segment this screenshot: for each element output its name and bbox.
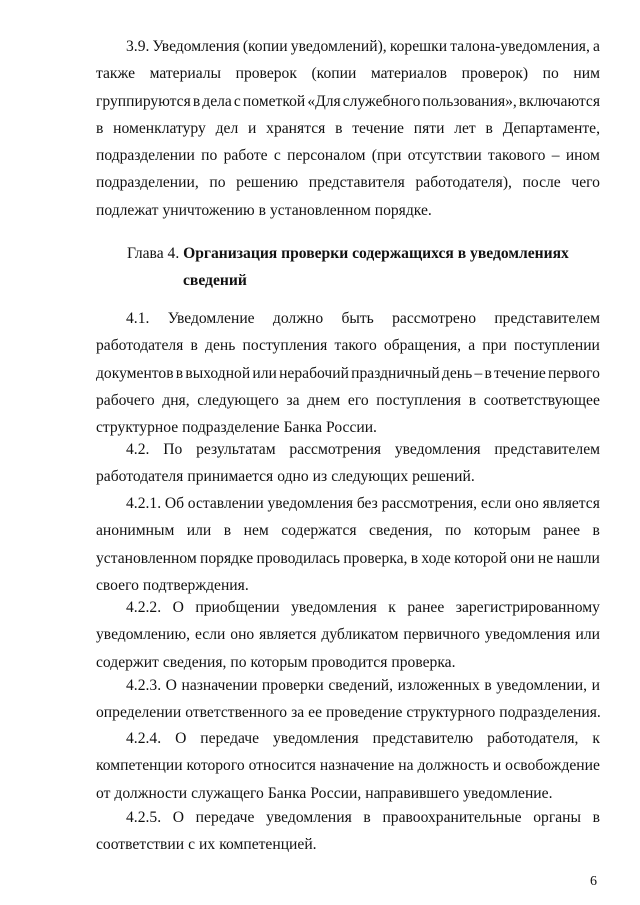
word: ранее xyxy=(543,522,581,540)
word: По xyxy=(163,441,183,458)
word: в xyxy=(192,92,201,110)
word: 4.2.3. xyxy=(126,677,162,694)
word: материалов xyxy=(370,65,448,83)
word: должности xyxy=(114,784,188,802)
word: которым xyxy=(250,653,308,671)
word: которого xyxy=(186,757,245,775)
paragraph-4-2-5 xyxy=(96,804,600,859)
word: работе xyxy=(223,147,268,165)
word: дня, xyxy=(162,391,190,409)
word: после xyxy=(522,174,561,192)
word: работодателя, xyxy=(487,730,579,747)
word: передаче xyxy=(200,730,260,747)
word: в xyxy=(190,337,198,355)
word: 4.2.5. xyxy=(126,809,162,826)
word: на xyxy=(398,757,414,775)
word: назначение xyxy=(319,757,395,775)
text-line xyxy=(96,831,600,858)
text-line xyxy=(96,115,600,142)
word: ранее xyxy=(407,599,445,616)
word: О xyxy=(165,677,177,694)
word: их xyxy=(199,836,216,854)
word: в xyxy=(410,549,419,567)
word: оставлении xyxy=(187,495,264,512)
word: поступления xyxy=(242,337,328,355)
word: также xyxy=(96,65,135,83)
word: ходе xyxy=(421,549,451,567)
page-number: 6 xyxy=(590,874,597,889)
text-line xyxy=(96,804,600,831)
word: сведений, xyxy=(328,677,394,694)
chapter-heading xyxy=(127,240,600,295)
word: своего xyxy=(96,576,139,594)
text-line xyxy=(96,387,600,414)
chapter-prefix: Глава 4. xyxy=(127,245,180,262)
word: или xyxy=(186,522,212,540)
word: пяти xyxy=(413,119,445,137)
word: сведения, xyxy=(369,522,433,540)
word: России, xyxy=(310,784,362,802)
word: в xyxy=(468,391,477,409)
word: должность xyxy=(417,757,489,775)
word: а xyxy=(593,38,600,55)
word: нашли xyxy=(556,549,600,567)
paragraph-4-2-2 xyxy=(96,594,600,676)
word: с xyxy=(273,147,281,165)
word: России. xyxy=(326,419,377,437)
word: в xyxy=(484,364,492,382)
word: подразделении xyxy=(96,147,195,165)
word: рабочего xyxy=(96,391,155,409)
word: решений. xyxy=(412,468,475,486)
word: подразделение xyxy=(182,419,280,437)
word: рассмотрения, xyxy=(381,495,478,512)
paragraph-4-1 xyxy=(96,305,600,441)
word: номенклатуру xyxy=(113,119,206,137)
text-line xyxy=(96,360,600,387)
word: в xyxy=(335,119,343,137)
word: уведомления xyxy=(266,809,352,826)
word: уведомления xyxy=(291,599,377,616)
word: за xyxy=(291,704,305,722)
text-line xyxy=(96,33,600,60)
word: с xyxy=(233,92,241,110)
word: в xyxy=(592,522,600,540)
word: назначении xyxy=(181,677,258,694)
word: которым xyxy=(473,522,531,540)
word: выходной xyxy=(185,364,251,382)
word: соответствующее xyxy=(483,391,600,409)
word: ее xyxy=(308,704,323,722)
word: лет xyxy=(454,119,476,137)
word: и xyxy=(492,757,502,775)
word: ответственного xyxy=(185,704,288,722)
word: проводилась xyxy=(256,549,341,567)
word: в xyxy=(175,364,184,382)
word: Уведомление xyxy=(167,310,255,327)
word: без xyxy=(356,495,378,512)
paragraph-4-2-4 xyxy=(96,725,600,807)
word: поступления xyxy=(376,391,462,409)
word: Банка xyxy=(283,419,323,437)
word: такого xyxy=(334,337,377,355)
text-line xyxy=(96,621,600,648)
word: О xyxy=(172,809,185,826)
word: одно xyxy=(277,468,309,486)
word: органы xyxy=(533,809,581,826)
word: проведение xyxy=(326,704,403,722)
word: течение xyxy=(352,119,404,137)
word: нерабочий xyxy=(279,364,349,382)
word: структурного xyxy=(406,704,496,722)
word: если xyxy=(480,495,512,512)
word: 4.2. xyxy=(126,441,150,458)
word: персоналом xyxy=(287,147,366,165)
text-line xyxy=(96,305,600,332)
word: (копии xyxy=(311,65,357,83)
word: течение xyxy=(494,364,546,382)
word: по xyxy=(445,522,462,540)
word: – xyxy=(474,364,483,382)
word: день xyxy=(205,337,236,355)
word: относится xyxy=(248,757,316,775)
word: проверка. xyxy=(391,653,456,671)
text-line xyxy=(96,672,600,699)
text-line xyxy=(96,517,600,544)
word: при xyxy=(482,337,507,355)
word: Банка xyxy=(267,784,307,802)
word: установленном xyxy=(96,549,197,567)
chapter-title-line2: сведений xyxy=(183,272,247,290)
word: представителем xyxy=(494,441,600,458)
word: за xyxy=(286,391,300,409)
word: талона-уведомления, xyxy=(450,38,590,55)
text-line xyxy=(96,60,600,87)
word: по xyxy=(209,174,226,192)
word: О xyxy=(175,730,187,747)
word: уведомления xyxy=(484,626,571,644)
word: Департаменте, xyxy=(502,119,600,137)
text-line xyxy=(96,490,600,517)
word: компетенции xyxy=(96,757,183,775)
paragraph-4-2-3 xyxy=(96,672,600,727)
word: 4.2.4. xyxy=(126,730,162,747)
word: от xyxy=(96,784,111,802)
word: должно xyxy=(272,310,324,327)
word: отсутствии xyxy=(407,147,482,165)
word: уведомлений), xyxy=(290,38,387,55)
word: проводится xyxy=(311,653,388,671)
word: уведомления xyxy=(267,495,354,512)
word: уничтожению xyxy=(162,201,255,219)
word: подразделении, xyxy=(96,174,199,192)
word: О xyxy=(172,599,184,616)
word: оно xyxy=(230,626,255,644)
word: работодателя), xyxy=(415,174,512,192)
chapter-title-line1: Организация проверки содержащихся в уведомлениях xyxy=(183,245,569,262)
word: работодателя xyxy=(96,468,184,486)
word: решению xyxy=(236,174,299,192)
word: уведомления xyxy=(394,441,481,458)
word: зарегистрированному xyxy=(455,599,600,616)
word: – xyxy=(551,147,560,165)
word: из xyxy=(312,468,328,486)
word: работодателя xyxy=(96,337,184,355)
word: или xyxy=(252,364,277,382)
word: 4.1. xyxy=(126,310,150,327)
word: первого xyxy=(547,364,600,382)
word: рассмотрено xyxy=(392,310,476,327)
word: ним xyxy=(573,65,600,83)
word: установленном xyxy=(270,201,371,219)
word: передаче xyxy=(195,809,255,826)
word: освобождение xyxy=(505,757,600,775)
word: структурное xyxy=(96,419,179,437)
word: к xyxy=(592,730,600,747)
text-line xyxy=(96,436,600,463)
word: проверок) xyxy=(461,65,529,83)
text-line xyxy=(96,169,600,196)
word: день xyxy=(441,364,473,382)
word: служащего xyxy=(191,784,264,802)
word: пользования», xyxy=(422,92,517,110)
word: в xyxy=(223,522,232,540)
text-line xyxy=(96,752,600,779)
text-line xyxy=(96,88,600,115)
word: такового xyxy=(488,147,546,165)
word: представителем xyxy=(494,310,600,327)
word: содержатся xyxy=(281,522,357,540)
word: чего xyxy=(571,174,600,192)
word: (при xyxy=(371,147,402,165)
word: в xyxy=(258,201,266,219)
word: группируются xyxy=(96,92,191,110)
word: проверок xyxy=(235,65,297,83)
word: первичного xyxy=(403,626,480,644)
text-line xyxy=(96,545,600,572)
word: материалы xyxy=(149,65,222,83)
word: корешки xyxy=(389,38,448,55)
word: которой xyxy=(454,549,507,567)
word: подразделения. xyxy=(499,704,601,722)
word: правоохранительные xyxy=(382,809,522,826)
word: рассмотрения xyxy=(289,441,382,458)
word: дубликатом xyxy=(321,626,399,644)
word: оно xyxy=(514,495,539,512)
word: дел xyxy=(215,119,239,137)
word: если xyxy=(194,626,226,644)
word: поступлении xyxy=(513,337,600,355)
text-line xyxy=(96,142,600,169)
word: уведомление. xyxy=(463,784,553,802)
word: «Для xyxy=(307,92,341,110)
word: 4.2.1. xyxy=(126,495,162,512)
word: не xyxy=(537,549,554,567)
word: обращения, xyxy=(383,337,462,355)
word: в xyxy=(363,809,371,826)
word: праздничный xyxy=(351,364,440,382)
word: проверка, xyxy=(343,549,408,567)
word: Об xyxy=(164,495,185,512)
word: нем xyxy=(243,522,269,540)
word: его xyxy=(347,391,369,409)
word: компетенцией. xyxy=(219,836,317,854)
word: дела xyxy=(202,92,232,110)
word: уведомлении, xyxy=(496,677,587,694)
word: подтверждения. xyxy=(142,576,249,594)
word: представителя xyxy=(308,174,405,192)
paragraph-4-2 xyxy=(96,436,600,491)
word: в xyxy=(96,119,104,137)
word: служебного xyxy=(342,92,421,110)
word: следующего xyxy=(197,391,279,409)
word: подлежат xyxy=(96,201,159,219)
word: представителю xyxy=(372,730,474,747)
word: 4.2.2. xyxy=(126,599,162,616)
paragraph-3-9 xyxy=(96,33,600,224)
word: 3.9. xyxy=(126,38,150,55)
word: к xyxy=(388,599,396,616)
word: в xyxy=(485,119,493,137)
word: они xyxy=(510,549,535,567)
word: днем xyxy=(307,391,341,409)
word: результатам xyxy=(196,441,276,458)
word: и xyxy=(591,677,600,694)
word: направившего xyxy=(365,784,460,802)
word: определении xyxy=(96,704,182,722)
word: по xyxy=(542,65,559,83)
word: проверки xyxy=(261,677,324,694)
word: является xyxy=(542,495,600,512)
word: содержит xyxy=(96,653,159,671)
text-line xyxy=(96,725,600,752)
word: быть xyxy=(341,310,374,327)
word: а xyxy=(468,337,476,355)
word: в xyxy=(484,677,492,694)
word: Уведомления xyxy=(152,38,240,55)
word: уведомлению, xyxy=(96,626,191,644)
word: или xyxy=(575,626,600,644)
word: порядке. xyxy=(374,201,432,219)
text-line xyxy=(96,463,600,490)
word: в xyxy=(592,809,600,826)
word: приобщении xyxy=(195,599,280,616)
word: пометкой xyxy=(242,92,306,110)
word: по xyxy=(230,653,247,671)
word: (копии xyxy=(242,38,288,55)
word: хранятся xyxy=(266,119,326,137)
word: анонимным xyxy=(96,522,175,540)
text-line xyxy=(96,699,600,726)
word: документов xyxy=(96,364,174,382)
word: сведения, xyxy=(162,653,227,671)
word: уведомления xyxy=(273,730,359,747)
word: включаются xyxy=(518,92,600,110)
text-line xyxy=(96,780,600,807)
word: ином xyxy=(565,147,600,165)
word: с xyxy=(188,836,196,854)
word: соответствии xyxy=(96,836,185,854)
word: и xyxy=(248,119,257,137)
text-line xyxy=(96,594,600,621)
paragraph-4-2-1 xyxy=(96,490,600,599)
word: порядке xyxy=(200,549,254,567)
word: является xyxy=(259,626,317,644)
text-line xyxy=(96,332,600,359)
word: следующих xyxy=(331,468,409,486)
text-line xyxy=(96,197,600,224)
word: изложенных xyxy=(397,677,480,694)
word: принимается xyxy=(187,468,274,486)
word: по xyxy=(201,147,218,165)
